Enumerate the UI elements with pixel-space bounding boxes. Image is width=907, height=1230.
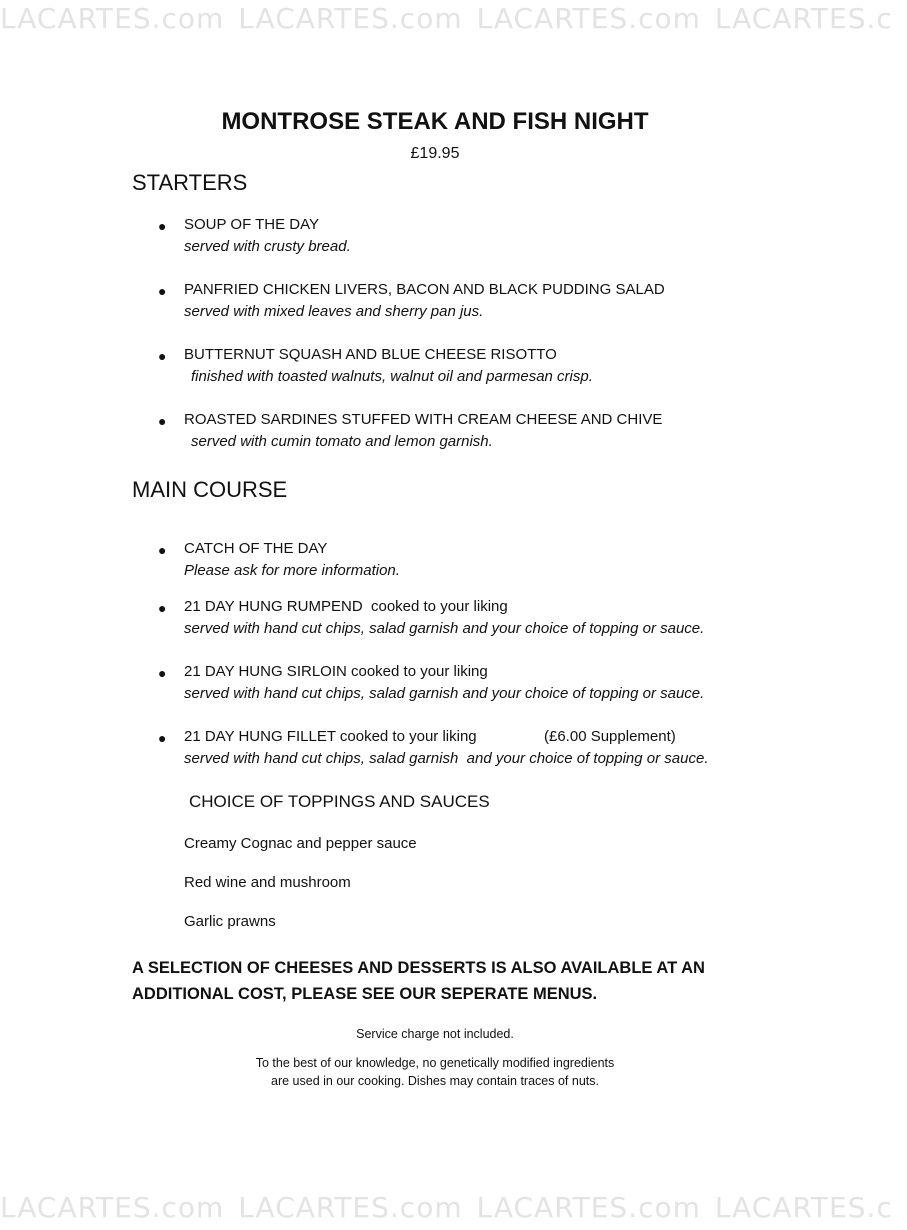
item-description: Please ask for more information. xyxy=(184,562,400,579)
item-description: served with cumin tomato and lemon garnish. xyxy=(191,433,493,450)
service-charge-note: Service charge not included. xyxy=(356,1027,514,1041)
watermark-text: LACARTES.com xyxy=(0,1191,225,1224)
item-description: served with hand cut chips, salad garnish and your choice of topping or sauce. xyxy=(184,685,705,702)
bullet-icon: ● xyxy=(158,542,167,558)
watermark-text: LACARTES.com xyxy=(476,1191,701,1224)
bullet-icon: ● xyxy=(158,413,167,429)
bullet-icon: ● xyxy=(158,730,167,746)
topping-item: Creamy Cognac and pepper sauce xyxy=(184,835,417,852)
watermark-text: LACARTES.com xyxy=(238,2,463,35)
menu-price: £19.95 xyxy=(410,145,460,162)
bullet-icon: ● xyxy=(158,218,167,234)
menu-title: MONTROSE STEAK AND FISH NIGHT xyxy=(221,108,649,135)
watermark-text: LACARTES.com xyxy=(0,2,225,35)
gm-disclaimer-line: To the best of our knowledge, no genetically modified ingredients xyxy=(255,1056,615,1070)
notice-line: ADDITIONAL COST, PLEASE SEE OUR SEPERATE MENUS. xyxy=(132,985,598,1003)
bullet-icon: ● xyxy=(158,600,167,616)
item-name: SOUP OF THE DAY xyxy=(184,216,320,233)
item-name: PANFRIED CHICKEN LIVERS, BACON AND BLACK PUDDING SALAD xyxy=(184,281,665,298)
watermark-text: LACARTES.com xyxy=(476,2,701,35)
starters-heading: STARTERS xyxy=(132,170,248,195)
item-name: 21 DAY HUNG RUMPEND cooked to your liking xyxy=(184,598,508,615)
item-description: served with hand cut chips, salad garnish and your choice of topping or sauce. xyxy=(184,750,709,767)
bullet-icon: ● xyxy=(158,348,167,364)
item-description: served with crusty bread. xyxy=(184,238,351,255)
watermark-text: LACARTES.c xyxy=(714,1191,893,1224)
desserts-notice xyxy=(132,955,772,1007)
notice-line: A SELECTION OF CHEESES AND DESSERTS IS ALSO AVAILABLE AT AN xyxy=(132,959,705,977)
watermark-text: LACARTES.com xyxy=(238,1191,463,1224)
toppings-heading: CHOICE OF TOPPINGS AND SAUCES xyxy=(189,792,490,811)
item-description: served with hand cut chips, salad garnish and your choice of topping or sauce. xyxy=(184,620,705,637)
watermark-bottom xyxy=(0,1191,893,1224)
topping-item: Garlic prawns xyxy=(184,913,276,930)
item-name: ROASTED SARDINES STUFFED WITH CREAM CHEESE AND CHIVE xyxy=(184,411,663,428)
supplement-note: (£6.00 Supplement) xyxy=(544,728,676,745)
gm-disclaimer-line: are used in our cooking. Dishes may contain traces of nuts. xyxy=(271,1074,599,1088)
item-description: finished with toasted walnuts, walnut oil and parmesan crisp. xyxy=(191,368,593,385)
item-name: 21 DAY HUNG SIRLOIN cooked to your liking xyxy=(184,663,488,680)
bullet-icon: ● xyxy=(158,283,167,299)
topping-item: Red wine and mushroom xyxy=(184,874,351,891)
watermark-text: LACARTES.c xyxy=(714,2,893,35)
item-name: CATCH OF THE DAY xyxy=(184,540,328,557)
watermark-top xyxy=(0,2,893,35)
item-description: served with mixed leaves and sherry pan jus. xyxy=(184,303,484,320)
bullet-icon: ● xyxy=(158,665,167,681)
main-course-heading: MAIN COURSE xyxy=(132,477,288,502)
item-name: BUTTERNUT SQUASH AND BLUE CHEESE RISOTTO xyxy=(184,346,557,363)
item-name: 21 DAY HUNG FILLET cooked to your liking xyxy=(184,728,477,745)
